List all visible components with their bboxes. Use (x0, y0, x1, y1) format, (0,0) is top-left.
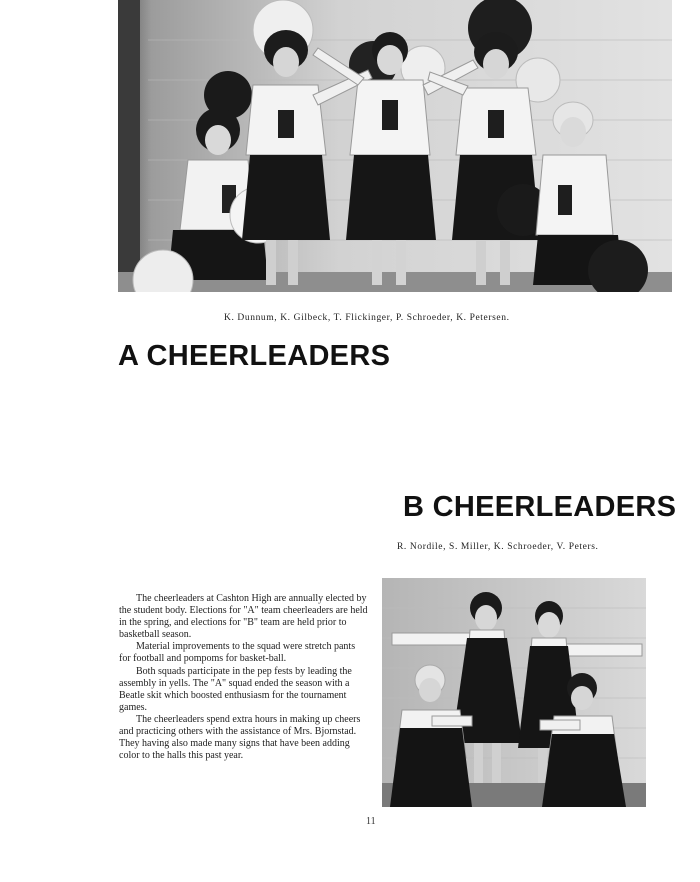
photo-b-cheerleaders (382, 578, 646, 807)
b-cheerleaders-heading: B CHEERLEADERS (403, 491, 677, 523)
photo-b-illustration (382, 578, 646, 807)
photo-a-illustration (118, 0, 672, 292)
cheerleaders-article (119, 593, 369, 762)
a-cheerleaders-heading: A CHEERLEADERS (118, 340, 391, 372)
page-number: 11 (366, 816, 376, 827)
article-paragraph: Material improvements to the squad were stretch pants for football and pompoms for basket-ball. (119, 641, 356, 665)
article-paragraph: The cheerleaders at Cashton High are annually elected by the student body. Elections for "A" team cheerleaders are held in the spring, and elections for "B" team are held prior to basketball season. (119, 593, 368, 641)
article-paragraph: The cheerleaders spend extra hours in making up cheers and practicing others with the assistance of Mrs. Bjornstad. They having also made many signs that have been adding color to the halls this past year. (119, 713, 361, 762)
article-paragraph: Both squads participate in the pep fests by leading the assembly in yells. The "A" squad ended the season with a Beatle skit which boosted enthusiasm for the tournament games. (119, 665, 352, 713)
photo-a-cheerleaders (118, 0, 672, 292)
photo-a-caption: K. Dunnum, K. Gilbeck, T. Flickinger, P. Schroeder, K. Petersen. (224, 313, 510, 323)
photo-b-caption: R. Nordile, S. Miller, K. Schroeder, V. Peters. (397, 542, 599, 552)
